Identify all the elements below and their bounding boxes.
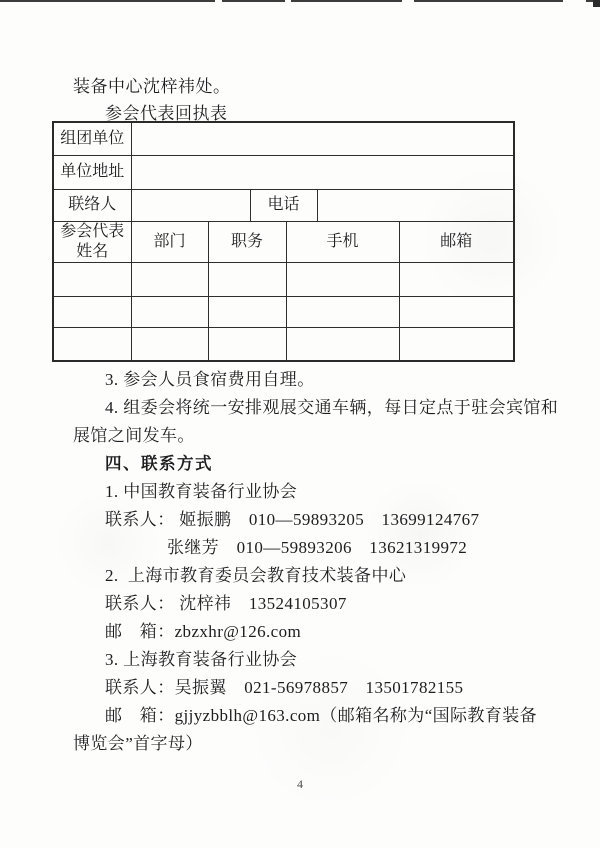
liaison-label-cell: 联络人 xyxy=(53,189,131,221)
delegate-header-line1: 参会代表 xyxy=(60,222,125,240)
empty-cell xyxy=(208,296,286,327)
address-value-cell xyxy=(131,155,514,189)
empty-cell xyxy=(53,262,131,296)
email-line-wrap: 博览会”首字母） xyxy=(73,734,203,753)
delegate-name-header-cell xyxy=(53,221,131,262)
empty-cell xyxy=(131,262,208,296)
reply-table-title: 参会代表回执表 xyxy=(105,104,228,123)
note-line: 3. 参会人员食宿费用自理。 xyxy=(105,370,315,389)
empty-cell xyxy=(53,327,131,361)
scan-edge-artifact xyxy=(222,0,285,2)
empty-cell xyxy=(286,296,399,327)
section-heading: 四、联系方式 xyxy=(105,455,213,473)
note-line-wrap: 展馆之间发车。 xyxy=(73,426,195,445)
empty-cell xyxy=(131,296,208,327)
group-unit-label-cell: 组团单位 xyxy=(53,122,131,155)
email-header-cell: 邮箱 xyxy=(399,221,514,262)
department-header-cell: 部门 xyxy=(131,221,208,262)
note-line: 4. 组委会将统一安排观展交通车辆，每日定点于驻会宾馆和 xyxy=(105,398,559,417)
empty-cell xyxy=(53,296,131,327)
email-line: 邮 箱：gjjyzbblh@163.com（邮箱名称为“国际教育装备 xyxy=(105,706,538,725)
email-line: 邮 箱：zbzxhr@126.com xyxy=(105,622,302,641)
org-line: 1. 中国教育装备行业协会 xyxy=(105,482,298,501)
phone-value-cell xyxy=(317,189,514,221)
empty-cell xyxy=(131,327,208,361)
reply-form-table xyxy=(52,121,515,362)
scan-edge-artifact xyxy=(414,0,563,2)
contact-line: 联系人： 沈梓祎 13524105307 xyxy=(105,594,347,613)
empty-cell xyxy=(208,262,286,296)
contact-line: 联系人： 姬振鹏 010—59893205 13699124767 xyxy=(105,510,480,529)
scan-edge-artifact xyxy=(0,0,215,2)
org-line: 3. 上海教育装备行业协会 xyxy=(105,650,298,669)
contact-line: 联系人：吴振翼 021-56978857 13501782155 xyxy=(105,678,464,697)
intro-continuation-text: 装备中心沈梓祎处。 xyxy=(73,77,231,96)
phone-label-cell: 电话 xyxy=(250,189,317,221)
empty-cell xyxy=(208,327,286,361)
mobile-header-cell: 手机 xyxy=(286,221,399,262)
empty-cell xyxy=(286,262,399,296)
address-label-cell: 单位地址 xyxy=(53,155,131,189)
scan-edge-artifact xyxy=(291,0,402,2)
liaison-value-cell xyxy=(131,189,250,221)
empty-cell xyxy=(399,262,514,296)
empty-cell xyxy=(399,327,514,361)
delegate-header-line2: 姓名 xyxy=(76,242,109,260)
contact-line: 张继芳 010—59893206 13621319972 xyxy=(167,538,468,557)
org-line: 2. 上海市教育委员会教育技术装备中心 xyxy=(105,566,407,585)
scan-corner-artifact xyxy=(593,0,600,7)
empty-cell xyxy=(399,296,514,327)
empty-cell xyxy=(286,327,399,361)
body-text-block xyxy=(73,366,559,758)
position-header-cell: 职务 xyxy=(208,221,286,262)
page-number: 4 xyxy=(297,777,303,791)
group-unit-value-cell xyxy=(131,122,514,155)
